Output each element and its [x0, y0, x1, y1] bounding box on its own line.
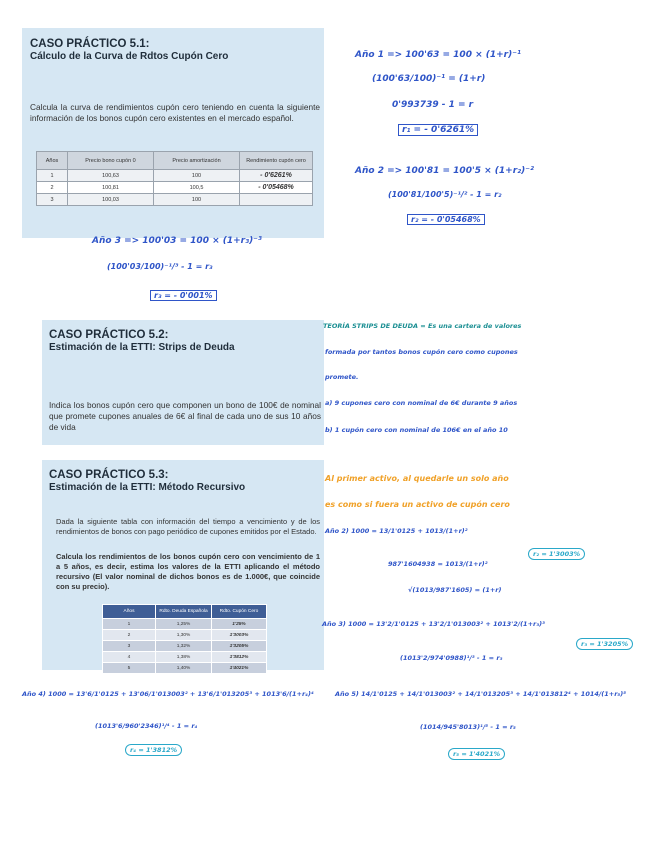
note-strips-line4: a) 9 cupones cero con nominal de 6€ durante 9 años — [325, 399, 518, 407]
note-year2-result: r₂ = 1'3003% — [528, 548, 585, 560]
note-a1-line1: Año 1 => 100'63 = 100 × (1+r)⁻¹ — [355, 50, 521, 60]
note-year5-equation: Año 5) 14/1'0125 + 14/1'013003² + 14/1'013205³ + 14/1'013812⁴ + 1014/(1+r₅)⁵ — [335, 690, 627, 698]
table-row — [103, 630, 267, 641]
table-row — [103, 663, 267, 674]
note-a3-line1: Año 3 => 100'03 = 100 × (1+r₃)⁻³ — [92, 236, 262, 246]
table-row — [37, 182, 313, 194]
th-zero-yield: Rdto. Cupón Cero — [212, 605, 267, 619]
th-years: Años — [37, 152, 68, 170]
note-year3-line2: (1013'2/974'0988)¹/³ - 1 = r₃ — [400, 654, 503, 662]
note-year3-result: r₃ = 1'3205% — [576, 638, 633, 650]
cell: 3 — [103, 641, 156, 652]
note-recursive-line1: Al primer activo, al quedarle un solo año — [325, 474, 509, 483]
cell: 1 — [103, 619, 156, 630]
cell: 1 — [37, 170, 68, 182]
note-recursive-line2: es como si fuera un activo de cupón cero — [325, 500, 510, 509]
case-5-3-card — [42, 460, 324, 670]
case-5-3-text1: Dada la siguiente tabla con información del tiempo a vencimiento y de los rendimientos de bonos con pago periódico de cupones emitidos por el Estado. — [56, 517, 320, 536]
cell-handwritten: 1'25% — [212, 619, 267, 630]
note-year5-line2: (1014/945'8013)¹/⁵ - 1 = r₅ — [420, 723, 516, 731]
cell: 1,40% — [156, 663, 212, 674]
cell: 1,38% — [156, 652, 212, 663]
case-5-2-title: CASO PRÁCTICO 5.2: — [49, 329, 169, 341]
cell-handwritten: 1'3003% — [212, 630, 267, 641]
note-a2-line1: Año 2 => 100'81 = 100'5 × (1+r₂)⁻² — [355, 166, 534, 176]
note-year2-equation: Año 2) 1000 = 13/1'0125 + 1013/(1+r)² — [325, 527, 468, 535]
case-5-3-text2: Calcula los rendimientos de los bonos cupón cero con vencimiento de 1 a 5 años, es decir, estima los valores de la ETTI aplicando el método recursivo (El valor nominal de dichos bonos es de 1.000€, que coincide con su precio). — [56, 552, 320, 591]
note-strips-line1: TEORÍA STRIPS DE DEUDA = Es una cartera de valores — [323, 322, 522, 330]
cell: 3 — [37, 194, 68, 206]
cell: 5 — [103, 663, 156, 674]
cell: 100 — [154, 170, 240, 182]
note-a1-line2: (100'63/100)⁻¹ = (1+r) — [372, 74, 486, 84]
th-yield: Rendimiento cupón cero — [240, 152, 313, 170]
table-row — [103, 652, 267, 663]
th-price: Precio bono cupón 0 — [68, 152, 154, 170]
note-a1-line3: 0'993739 - 1 = r — [392, 100, 474, 110]
th-years: Años — [103, 605, 156, 619]
cell-handwritten: 1'3205% — [212, 641, 267, 652]
case-5-3-title: CASO PRÁCTICO 5.3: — [49, 469, 169, 481]
note-a2-line2: (100'81/100'5)⁻¹/² - 1 = r₂ — [388, 190, 502, 199]
note-a2-result: r₂ = - 0'05468% — [407, 214, 485, 225]
note-strips-line3: promete. — [325, 373, 359, 381]
cell-handwritten: - 0'05468% — [240, 182, 313, 194]
cell: 4 — [103, 652, 156, 663]
cell: 1,32% — [156, 641, 212, 652]
cell: 100,5 — [154, 182, 240, 194]
note-year4-line2: (1013'6/960'2346)¹/⁴ - 1 = r₄ — [95, 722, 198, 730]
case-5-2-text: Indica los bonos cupón cero que componen un bono de 100€ de nominal que promete cupones anuales de 6€ al final de cada uno de sus 10 años de vida — [49, 400, 321, 432]
cell: 1,25% — [156, 619, 212, 630]
case-5-1-text: Calcula la curva de rendimientos cupón cero teniendo en cuenta la siguiente información de los bonos cupón cero existentes en el mercado español. — [30, 102, 320, 123]
case-5-3-table — [102, 604, 267, 674]
cell: 100,63 — [68, 170, 154, 182]
table-header-row — [103, 605, 267, 619]
case-5-1-subtitle: Cálculo de la Curva de Rdtos Cupón Cero — [30, 51, 229, 62]
case-5-1-card — [22, 28, 324, 238]
cell-handwritten: - 0'6261% — [240, 170, 313, 182]
note-year4-equation: Año 4) 1000 = 13'6/1'0125 + 13'06/1'013003² + 13'6/1'013205³ + 1013'6/(1+r₄)⁴ — [22, 690, 314, 698]
note-a1-result: r₁ = - 0'6261% — [398, 124, 478, 136]
cell — [240, 194, 313, 206]
cell: 2 — [37, 182, 68, 194]
table-row — [37, 170, 313, 182]
cell-handwritten: 1'3812% — [212, 652, 267, 663]
note-a3-result: r₃ = - 0'001% — [150, 290, 217, 301]
note-strips-line2: formada por tantos bonos cupón cero como cupones — [325, 348, 518, 356]
th-debt-yield: Rdto. Deuda Española — [156, 605, 212, 619]
note-strips-line5: b) 1 cupón cero con nominal de 106€ en el año 10 — [325, 426, 508, 434]
cell: 1,30% — [156, 630, 212, 641]
case-5-1-title: CASO PRÁCTICO 5.1: — [30, 38, 150, 50]
note-year4-result: r₄ = 1'3812% — [125, 744, 182, 756]
th-amort: Precio amortización — [154, 152, 240, 170]
note-a3-line2: (100'03/100)⁻¹/³ - 1 = r₃ — [107, 262, 213, 271]
note-year2-line2: 987'1604938 = 1013/(1+r)² — [388, 560, 488, 568]
cell: 100,03 — [68, 194, 154, 206]
cell: 100,81 — [68, 182, 154, 194]
note-year2-line3: √(1013/987'1605) = (1+r) — [408, 586, 502, 594]
table-row — [103, 641, 267, 652]
note-year3-equation: Año 3) 1000 = 13'2/1'0125 + 13'2/1'013003² + 1013'2/(1+r₃)³ — [322, 620, 545, 628]
cell: 2 — [103, 630, 156, 641]
case-5-2-card — [42, 320, 324, 445]
case-5-3-subtitle: Estimación de la ETTI: Método Recursivo — [49, 482, 246, 493]
cell-handwritten: 1'4021% — [212, 663, 267, 674]
note-year5-result: r₅ = 1'4021% — [448, 748, 505, 760]
table-row — [103, 619, 267, 630]
table-header-row — [37, 152, 313, 170]
case-5-1-table — [36, 151, 313, 206]
table-row — [37, 194, 313, 206]
case-5-2-subtitle: Estimación de la ETTI: Strips de Deuda — [49, 342, 235, 353]
cell: 100 — [154, 194, 240, 206]
